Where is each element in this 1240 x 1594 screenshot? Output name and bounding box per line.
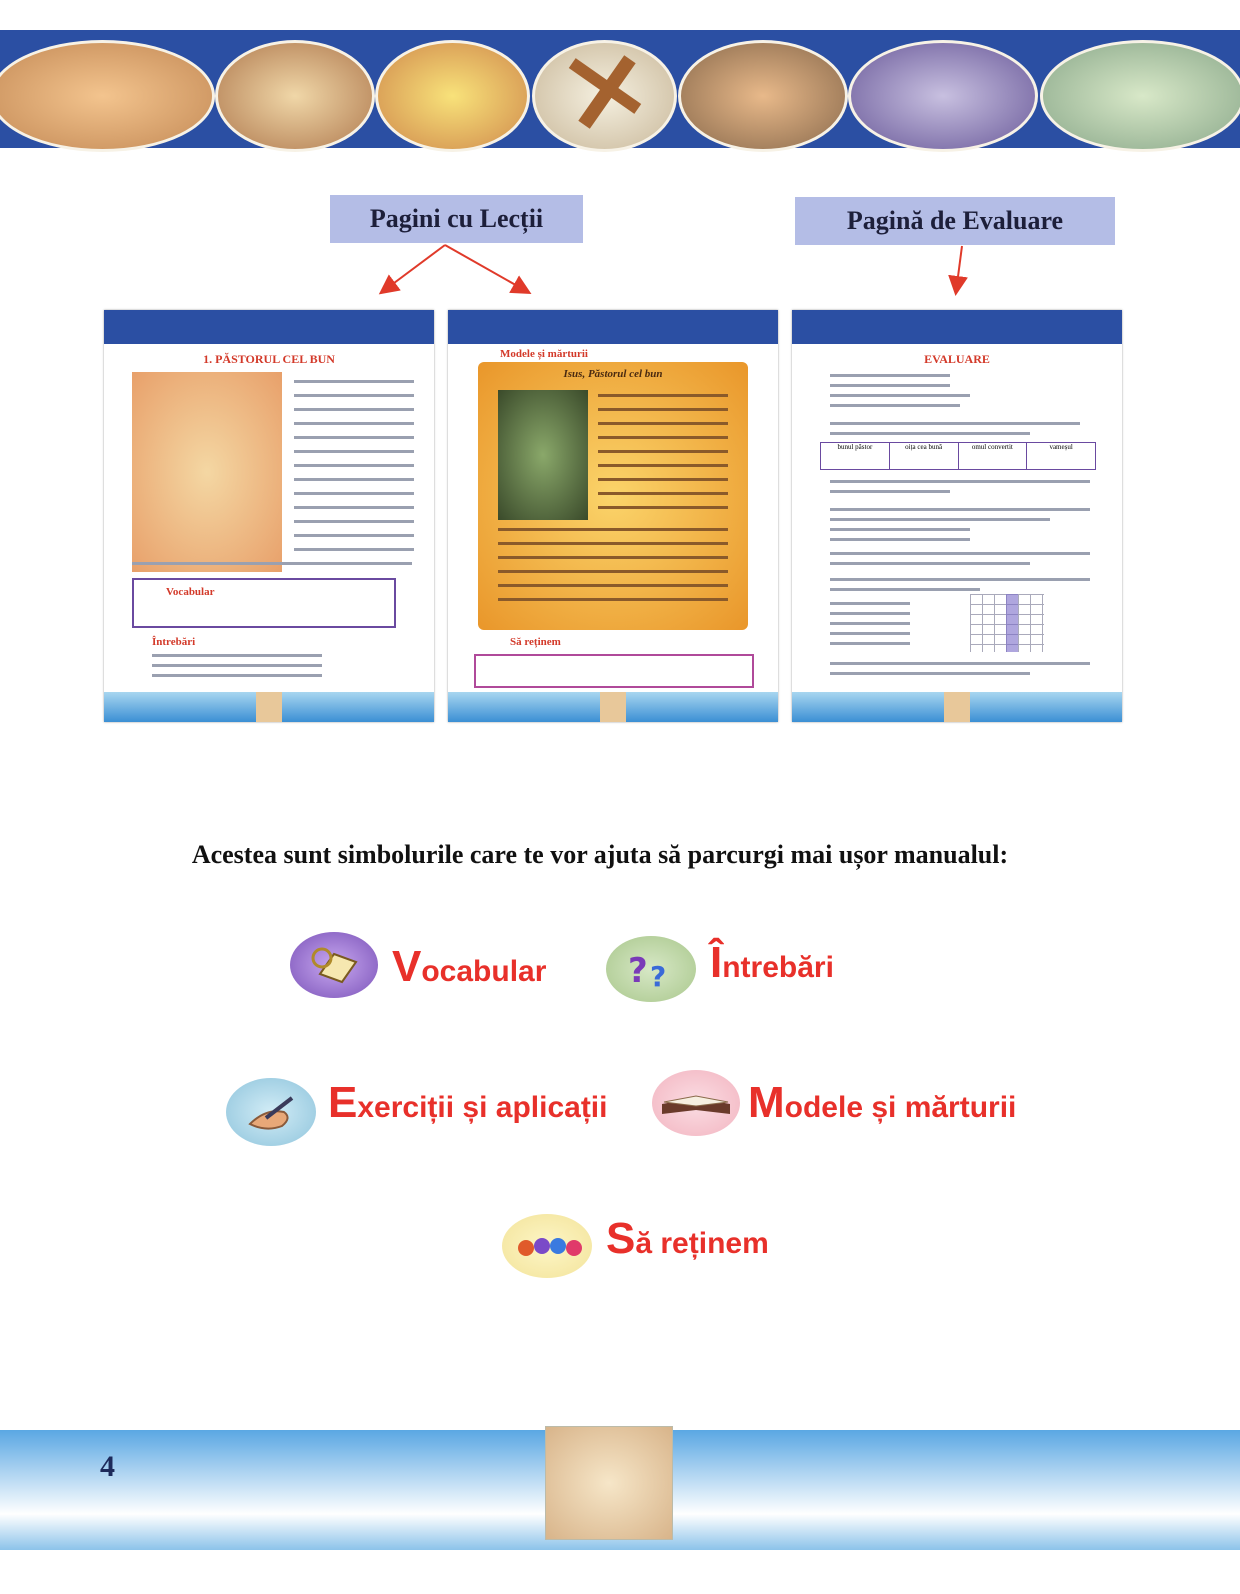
arrow-evaluation: [956, 246, 962, 292]
page-number: 4: [100, 1450, 115, 1483]
svg-text:?: ?: [650, 960, 667, 993]
symbol-sa-retinem-initial: S: [606, 1214, 636, 1263]
thumbnail-section: Modele și mărturii: [500, 348, 588, 360]
symbols-intro-text: Acestea sunt simbolurile care te vor ajuta să parcurgi mai ușor manualul:: [191, 840, 1009, 869]
lesson-page-thumbnail-2: [448, 310, 778, 722]
symbol-exercitii-initial: E: [328, 1078, 358, 1127]
table-header-3: omul convertit: [959, 443, 1028, 469]
thumbnail-title: EVALUARE: [924, 352, 990, 366]
book-icon: [290, 932, 378, 998]
table-header-1: bunul păstor: [821, 443, 890, 469]
thumbnail-title: 1. PĂSTORUL CEL BUN: [203, 352, 335, 366]
crossword-highlight: [1006, 594, 1018, 652]
symbol-sa-retinem: [606, 1214, 769, 1264]
question-glyph: [606, 936, 696, 1002]
thumbnail-banner: [792, 310, 1122, 344]
arrow-right: [445, 245, 528, 292]
symbol-intrebari-initial: Î: [710, 938, 723, 987]
intrebari-title: Întrebări: [152, 636, 196, 648]
bible-glyph: [652, 1070, 740, 1136]
svg-text:?: ?: [628, 951, 648, 991]
scroll-title: Isus, Păstorul cel bun: [563, 368, 663, 380]
lesson-page-thumbnail-1: [104, 310, 434, 722]
pins-glyph: [502, 1214, 592, 1278]
symbol-intrebari: [710, 938, 834, 988]
symbol-modele-rest: odele și mărturii: [784, 1091, 1017, 1124]
question-marks-icon: [606, 936, 696, 1002]
vocabular-title: Vocabular: [166, 586, 215, 598]
thumbnail-footer: [792, 692, 1122, 722]
thumbnail-illustration: [132, 372, 282, 572]
symbol-vocabular-initial: V: [392, 942, 422, 991]
symbol-intrebari-rest: ntrebări: [722, 951, 834, 984]
retinem-title: Să reținem: [510, 636, 561, 648]
open-book-glyph: [290, 932, 378, 998]
thumbnail-banner: [448, 310, 778, 344]
table-header-2: oița cea bună: [890, 443, 959, 469]
arrow-left: [382, 245, 445, 292]
bible-icon: [652, 1070, 740, 1136]
symbol-sa-retinem-rest: ă reținem: [635, 1227, 769, 1260]
evaluation-page-thumbnail: [792, 310, 1122, 722]
symbol-modele: [748, 1078, 1016, 1128]
thumbnail-footer: [448, 692, 778, 722]
label-lessons-text: Pagini cu Lecții: [369, 204, 544, 233]
scroll-painting: [498, 390, 588, 520]
hand-glyph: [226, 1078, 316, 1146]
writing-hand-icon: [226, 1078, 316, 1146]
symbol-vocabular: [392, 942, 546, 992]
evaluation-table: [820, 442, 1096, 470]
symbol-vocabular-rest: ocabular: [421, 955, 547, 988]
arrows: [0, 0, 1240, 320]
thumbnail-banner: [104, 310, 434, 344]
retinem-box: [474, 654, 754, 688]
thumbnail-footer: [104, 692, 434, 722]
table-header-4: vameșul: [1049, 443, 1073, 451]
symbol-modele-initial: M: [748, 1078, 785, 1127]
pushpins-icon: [502, 1214, 592, 1278]
label-evaluation-text: Pagină de Evaluare: [846, 206, 1064, 235]
symbol-exercitii-rest: xerciții și aplicații: [357, 1091, 608, 1124]
jesus-illustration: [545, 1426, 673, 1540]
symbol-exercitii: [328, 1078, 607, 1128]
